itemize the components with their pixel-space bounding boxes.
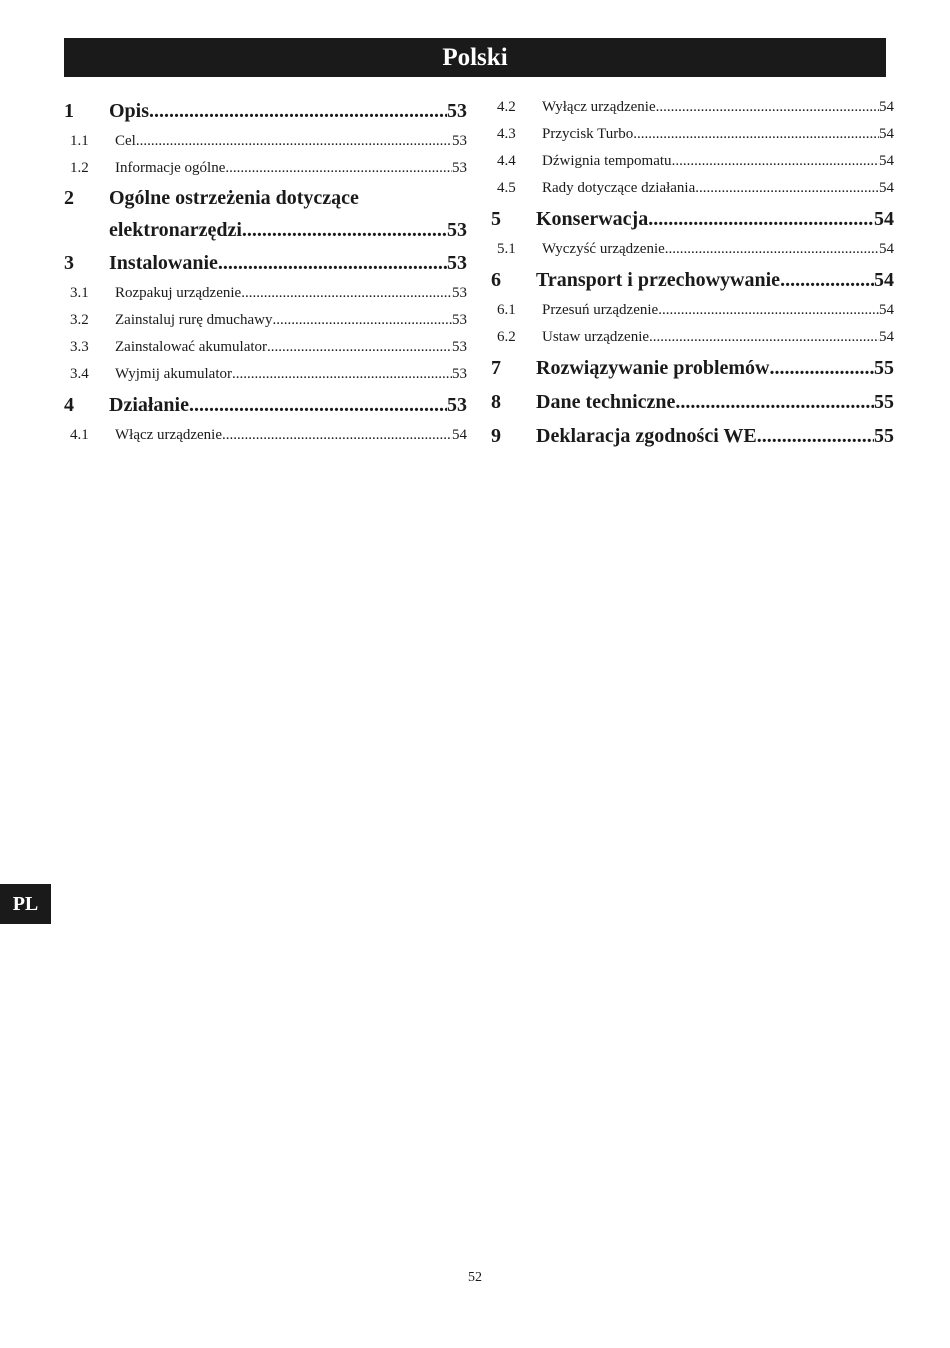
toc-leader-dots — [695, 175, 879, 202]
toc-entry-number: 3.3 — [70, 339, 89, 355]
toc-subentry[interactable] — [64, 307, 467, 334]
toc-leader-dots — [136, 128, 452, 155]
toc-entry-number: 4.5 — [497, 180, 516, 196]
toc-entry-continuation[interactable] — [64, 214, 467, 246]
page-title: Polski — [64, 38, 886, 77]
toc-leader-dots — [149, 94, 447, 128]
toc-subentry[interactable] — [64, 155, 467, 182]
toc-entry-page: 53 — [452, 366, 467, 382]
toc-leader-dots — [225, 155, 452, 182]
toc-entry-number: 7 — [491, 357, 501, 379]
toc-subentry[interactable] — [64, 422, 467, 449]
toc-entry-page: 55 — [874, 391, 894, 413]
toc-leader-dots — [658, 297, 879, 324]
toc-entry-label: Rozwiązywanie problemów — [536, 357, 770, 379]
toc-entry-label: Deklaracja zgodności WE — [536, 425, 757, 447]
toc-entry-label: Opis — [109, 100, 150, 122]
toc-entry-number: 6.1 — [497, 302, 516, 318]
toc-entry-label: Ustaw urządzenie — [542, 329, 650, 345]
toc-entry-number: 4.1 — [70, 427, 89, 443]
toc-entry-page: 53 — [447, 394, 467, 416]
toc-entry-label: Wyjmij akumulator — [115, 366, 232, 382]
toc-leader-dots — [757, 419, 874, 453]
toc-subentry[interactable] — [64, 334, 467, 361]
toc-leader-dots — [656, 94, 879, 121]
toc-entry-label: Wyczyść urządzenie — [542, 241, 665, 257]
toc-entry-page: 54 — [874, 269, 894, 291]
toc-entry-label: Konserwacja — [536, 208, 649, 230]
toc-entry-page: 54 — [879, 329, 894, 345]
toc-entry-page: 53 — [447, 252, 467, 274]
page-number: 52 — [468, 1270, 482, 1285]
toc-column-left — [64, 94, 467, 449]
toc-entry-number: 1.1 — [70, 133, 89, 149]
toc-entry-label: Cel — [115, 133, 136, 149]
toc-entry-number: 4.4 — [497, 153, 516, 169]
toc-leader-dots — [242, 214, 447, 246]
toc-entry-label: Przesuń urządzenie — [542, 302, 659, 318]
toc-leader-dots — [770, 351, 875, 385]
toc-entry-number: 4.3 — [497, 126, 516, 142]
toc-leader-dots — [633, 121, 879, 148]
toc-entry-number: 1.2 — [70, 160, 89, 176]
toc-entry-label: Ogólne ostrzeżenia dotyczące — [109, 187, 359, 209]
toc-entry[interactable] — [491, 202, 894, 236]
toc-entry-label: Włącz urządzenie — [115, 427, 222, 443]
toc-entry[interactable] — [491, 419, 894, 453]
toc-entry-number: 6 — [491, 269, 501, 291]
toc-entry-number: 2 — [64, 187, 74, 209]
toc-entry-page: 54 — [879, 153, 894, 169]
toc-subentry[interactable] — [491, 324, 894, 351]
toc-entry[interactable] — [64, 94, 467, 128]
toc-entry-label: Instalowanie — [109, 252, 218, 274]
toc-entry-page: 53 — [452, 312, 467, 328]
toc-subentry[interactable] — [64, 280, 467, 307]
toc-leader-dots — [232, 361, 452, 388]
toc-leader-dots — [222, 422, 452, 449]
toc-entry-label: Wyłącz urządzenie — [542, 99, 656, 115]
toc-leader-dots — [648, 202, 874, 236]
toc-entry-number: 4 — [64, 394, 74, 416]
toc-entry-page: 54 — [879, 126, 894, 142]
toc-entry-page: 54 — [874, 208, 894, 230]
toc-entry-page: 54 — [452, 427, 467, 443]
toc-leader-dots — [672, 148, 879, 175]
toc-entry-page: 55 — [874, 357, 894, 379]
toc-entry-label: Dane techniczne — [536, 391, 676, 413]
toc-subentry[interactable] — [491, 121, 894, 148]
toc-entry-page: 53 — [452, 339, 467, 355]
toc-entry-page: 54 — [879, 180, 894, 196]
toc-entry[interactable] — [491, 385, 894, 419]
toc-entry-page: 55 — [874, 425, 894, 447]
toc-leader-dots — [675, 385, 874, 419]
toc-entry-number: 3 — [64, 252, 74, 274]
toc-entry[interactable] — [491, 263, 894, 297]
toc-entry[interactable] — [64, 246, 467, 280]
toc-entry-number: 3.2 — [70, 312, 89, 328]
toc-leader-dots — [189, 388, 447, 422]
toc-entry-label: Przycisk Turbo — [542, 126, 634, 142]
toc-subentry[interactable] — [491, 175, 894, 202]
toc-entry-number: 6.2 — [497, 329, 516, 345]
toc-entry-label: Dźwignia tempomatu — [542, 153, 672, 169]
toc-entry-page: 54 — [879, 99, 894, 115]
toc-entry-label-continued: elektronarzędzi — [109, 219, 242, 241]
toc-entry-label: Transport i przechowywanie — [536, 269, 781, 291]
toc-entry-page: 53 — [452, 285, 467, 301]
toc-entry-label: Zainstaluj rurę dmuchawy — [115, 312, 273, 328]
toc-subentry[interactable] — [64, 361, 467, 388]
toc-entry-number: 4.2 — [497, 99, 516, 115]
toc-subentry[interactable] — [491, 297, 894, 324]
toc-leader-dots — [241, 280, 452, 307]
toc-entry-number: 3.1 — [70, 285, 89, 301]
toc-entry-number: 9 — [491, 425, 501, 447]
toc-entry-page: 53 — [447, 100, 467, 122]
toc-leader-dots — [267, 334, 452, 361]
toc-column-right — [491, 94, 894, 453]
toc-entry-label: Zainstalować akumulator — [115, 339, 268, 355]
language-tab: PL — [0, 884, 51, 924]
toc-entry-page: 53 — [452, 133, 467, 149]
toc-entry[interactable] — [64, 182, 467, 214]
toc-subentry[interactable] — [64, 128, 467, 155]
toc-entry-label: Rozpakuj urządzenie — [115, 285, 242, 301]
toc-entry-label: Rady dotyczące działania — [542, 180, 696, 196]
toc-entry-page: 54 — [879, 302, 894, 318]
toc-leader-dots — [780, 263, 874, 297]
toc-leader-dots — [272, 307, 452, 334]
toc-subentry[interactable] — [491, 236, 894, 263]
toc-entry-page: 53 — [447, 219, 467, 241]
toc-entry-number: 8 — [491, 391, 501, 413]
toc-entry-page: 53 — [452, 160, 467, 176]
toc-entry[interactable] — [64, 388, 467, 422]
toc-entry-number: 3.4 — [70, 366, 89, 382]
toc-entry-page: 54 — [879, 241, 894, 257]
toc-entry[interactable] — [491, 351, 894, 385]
toc-leader-dots — [218, 246, 447, 280]
toc-subentry[interactable] — [491, 94, 894, 121]
toc-entry-label: Informacje ogólne — [115, 160, 226, 176]
toc-leader-dots — [649, 324, 879, 351]
toc-entry-number: 1 — [64, 100, 74, 122]
toc-entry-label: Działanie — [109, 394, 189, 416]
toc-entry-number: 5 — [491, 208, 501, 230]
toc-entry-number: 5.1 — [497, 241, 516, 257]
toc-leader-dots — [665, 236, 879, 263]
toc-subentry[interactable] — [491, 148, 894, 175]
